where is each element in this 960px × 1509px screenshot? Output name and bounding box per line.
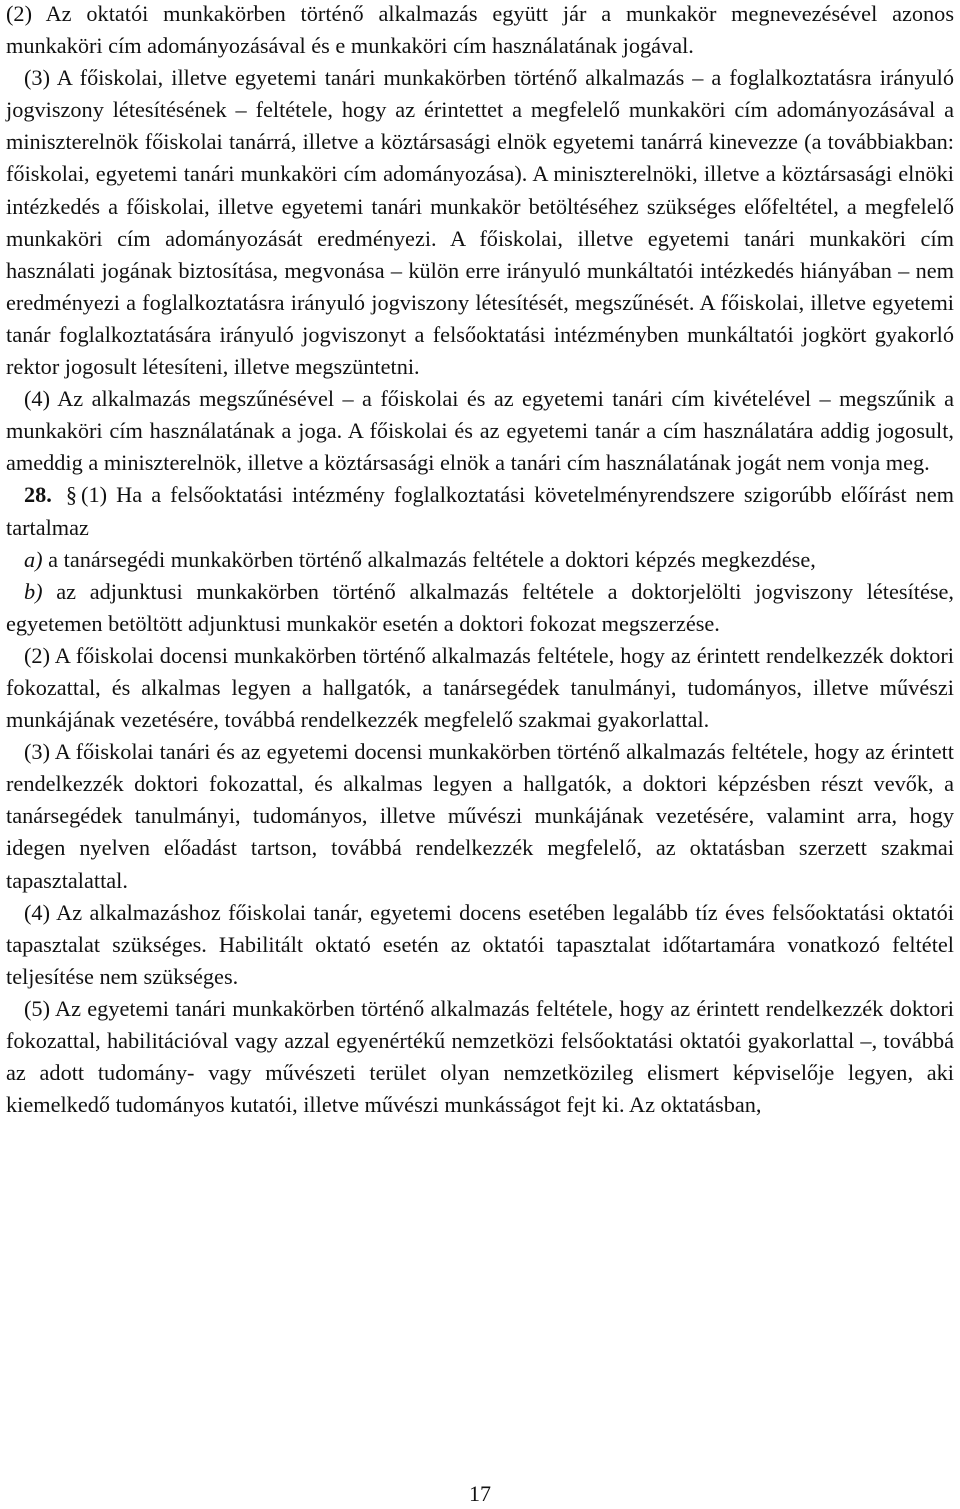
- paragraph-28-3: (3) A főiskolai tanári és az egyetemi docensi munkakörben történő alkalmazás feltétele, hogy az érintett rendelkezzék doktori fokozattal, és alkalmas legyen a hallgatók, a doktori képzésben részt vevők, a tanársegédek tanulmányi, tudományos, illetve művészi munkájának vezetésére, valamint arra, hogy idegen nyelven előadást tartson, továbbá rendelkezzék megfelelő, az oktatásban szerzett szakmai tapasztalattal.: [6, 739, 954, 893]
- section-28-paragraph-1: [6, 479, 954, 543]
- section-28-text: (1) Ha a felsőoktatási intézmény foglalkoztatási követelményrendszere szigorúbb előírást nem tartalmaz: [6, 482, 954, 540]
- paragraph-28-4: (4) Az alkalmazáshoz főiskolai tanár, egyetemi docens esetében legalább tíz éves felsőoktatási oktatói tapasztalat szükséges. Habilitált oktató esetén az oktatói tapasztalat időtartamára vonatkozó feltétel teljesítése nem szükséges.: [6, 899, 954, 989]
- section-symbol: §: [65, 482, 78, 508]
- paragraph-28-5: (5) Az egyetemi tanári munkakörben történő alkalmazás feltétele, hogy az érintett rendelkezzék doktori fokozattal, habilitációval vagy azzal egyenértékű nemzetközi felsőoktatási oktatói gyakorlattal –, továbbá az adott tudomány- vagy művészeti terület olyan nemzetközileg elismert képviselője legyen, aki kiemelkedő tudományos kutatói, illetve művészi munkásságot fejt ki. Az oktatásban,: [6, 995, 954, 1118]
- paragraph-27-2: (2) Az oktatói munkakörben történő alkalmazás együtt jár a munkakör megnevezésével azonos munkaköri cím adományozásával és e munkaköri cím használatának jogával.: [6, 1, 954, 59]
- list-item-label: a): [24, 546, 43, 572]
- list-item-b: [6, 576, 954, 640]
- paragraph-27-3: (3) A főiskolai, illetve egyetemi tanári munkakörben történő alkalmazás – a foglalkoztatásra irányuló jogviszony létesítésének – feltétele, hogy az érintettet a megfelelő munkaköri cím adományozásával a miniszterelnök főiskolai tanárrá, illetve a köztársasági elnök egyetemi tanárrá kinevezze (a továbbiakban: főiskolai, egyetemi tanári munkaköri cím adományozása). A miniszterelnöki, illetve a köztársasági elnöki intézkedés a főiskolai, illetve egyetemi tanári munkakör betöltéséhez szükséges előfeltétel, a megfelelő munkaköri cím adományozását eredményezi. A főiskolai, illetve egyetemi tanári munkaköri cím használati jogának biztosítása, megvonása – külön erre irányuló munkáltatói intézkedés hiányában – nem eredményezi a foglalkoztatásra irányuló jogviszony létesítését, megszűnését. A főiskolai, illetve egyetemi tanár foglalkoztatására irányuló jogviszonyt a felsőoktatási intézményben munkáltatói jogkört gyakorló rektor jogosult létesíteni, illetve megszüntetni.: [6, 65, 954, 380]
- paragraph-27-4: (4) Az alkalmazás megszűnésével – a főiskolai és az egyetemi tanári cím kivételével – megszűnik a munkaköri cím használatának a joga. A főiskolai és az egyetemi tanár a cím használatára addig jogosult, ameddig a miniszterelnök, illetve a köztársasági elnök a tanári cím használatának jogát nem vonja meg.: [6, 386, 954, 476]
- list-item-text: az adjunktusi munkakörben történő alkalmazás feltétele a doktorjelölti jogviszony létesítése, egyetemen betöltött adjunktusi munkakör esetén a doktori fokozat megszerzése.: [6, 578, 954, 636]
- list-item-label: b): [24, 578, 43, 604]
- section-number: 28.: [24, 482, 52, 508]
- list-item-text: a tanársegédi munkakörben történő alkalmazás feltétele a doktori képzés megkezdése,: [48, 546, 816, 572]
- list-item-a: [6, 544, 954, 576]
- paragraph-28-2: (2) A főiskolai docensi munkakörben történő alkalmazás feltétele, hogy az érintett rendelkezzék doktori fokozattal, és alkalmas legyen a hallgatók, a tanársegédek tanulmányi, tudományos, illetve művészi munkájának vezetésére, továbbá rendelkezzék megfelelő szakmai gyakorlattal.: [6, 642, 954, 733]
- document-page: [6, 0, 954, 1121]
- page-number: 17: [469, 1481, 491, 1506]
